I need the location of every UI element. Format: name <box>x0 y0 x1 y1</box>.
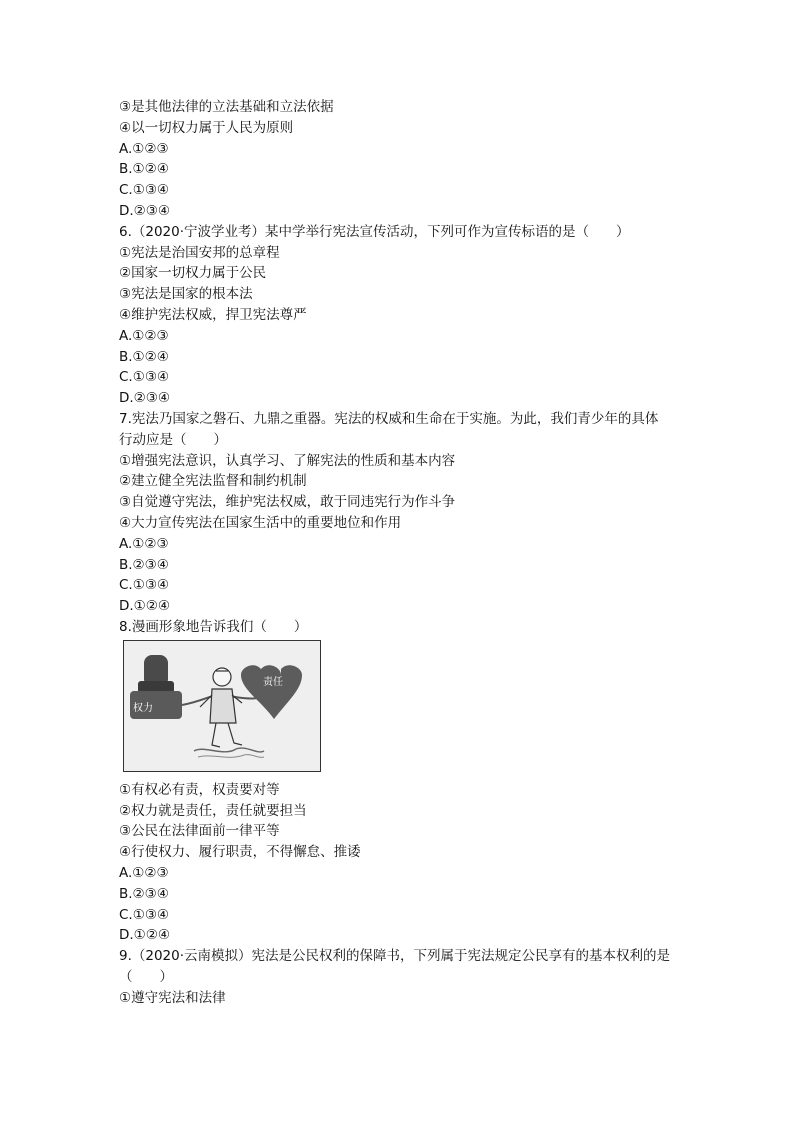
option-c: C.①③④ <box>119 182 170 199</box>
question-stem: 6.（2020·宁波学业考）某中学举行宪法宣传活动，下列可作为宣传标语的是（ ） <box>119 223 630 240</box>
option-d: D.①②④ <box>119 598 170 615</box>
question-6 <box>119 222 679 409</box>
statement: ①遵守宪法和法律 <box>119 989 226 1006</box>
option-d: D.②③④ <box>119 390 170 407</box>
question-8 <box>119 617 679 946</box>
statement: ①有权必有责，权责要对等 <box>119 781 280 798</box>
option-b: B.②③④ <box>119 885 169 902</box>
option-b: B.①②④ <box>119 161 169 178</box>
option-a: A.①②③ <box>119 327 169 344</box>
question-stem: 9.（2020·云南模拟）宪法是公民权利的保障书，下列属于宪法规定公民享有的基本权利的是 <box>119 948 671 965</box>
option-b: B.①②④ <box>119 348 169 365</box>
option-c: C.①③④ <box>119 369 170 386</box>
statement: ①增强宪法意识，认真学习、了解宪法的性质和基本内容 <box>119 452 456 469</box>
statement: ④行使权力、履行职责，不得懈怠、推诿 <box>119 844 361 861</box>
power-label: 权力 <box>133 702 153 714</box>
option-a: A.①②③ <box>119 535 169 552</box>
statement: ④以一切权力属于人民为原则 <box>119 119 294 136</box>
statement: ②权力就是责任，责任就要担当 <box>119 802 307 819</box>
statement: ③是其他法律的立法基础和立法依据 <box>119 99 334 115</box>
option-d: D.①②④ <box>119 927 170 944</box>
statement: ③宪法是国家的根本法 <box>119 286 253 303</box>
statement: ③公民在法律面前一律平等 <box>119 823 280 840</box>
option-b: B.②③④ <box>119 556 169 573</box>
statement: ③自觉遵守宪法，维护宪法权威，敢于同违宪行为作斗争 <box>119 494 456 511</box>
question-stem: 7.宪法乃国家之磐石、九鼎之重器。宪法的权威和生命在于实施。为此，我们青少年的具体 <box>119 410 659 427</box>
statement: ④维护宪法权威，捍卫宪法尊严 <box>119 306 307 323</box>
question-stem: 8.漫画形象地告诉我们（ ） <box>119 618 308 635</box>
question-9 <box>119 946 679 1008</box>
question-7 <box>119 409 679 617</box>
statement: ①宪法是治国安邦的总章程 <box>119 244 280 261</box>
option-c: C.①③④ <box>119 577 170 594</box>
question-5-tail <box>119 97 679 222</box>
question-stem-continued: 行动应是（ ） <box>119 431 227 448</box>
cartoon-power-responsibility <box>123 640 321 772</box>
statement: ④大力宣传宪法在国家生活中的重要地位和作用 <box>119 514 402 531</box>
option-d: D.②③④ <box>119 202 170 219</box>
option-a: A.①②③ <box>119 140 169 157</box>
question-stem-continued: （ ） <box>119 968 173 985</box>
statement: ②建立健全宪法监督和制约机制 <box>119 473 307 490</box>
responsibility-label: 责任 <box>263 676 283 688</box>
option-c: C.①③④ <box>119 906 170 923</box>
statement: ②国家一切权力属于公民 <box>119 265 267 282</box>
option-a: A.①②③ <box>119 864 169 881</box>
exam-page <box>119 97 679 1008</box>
